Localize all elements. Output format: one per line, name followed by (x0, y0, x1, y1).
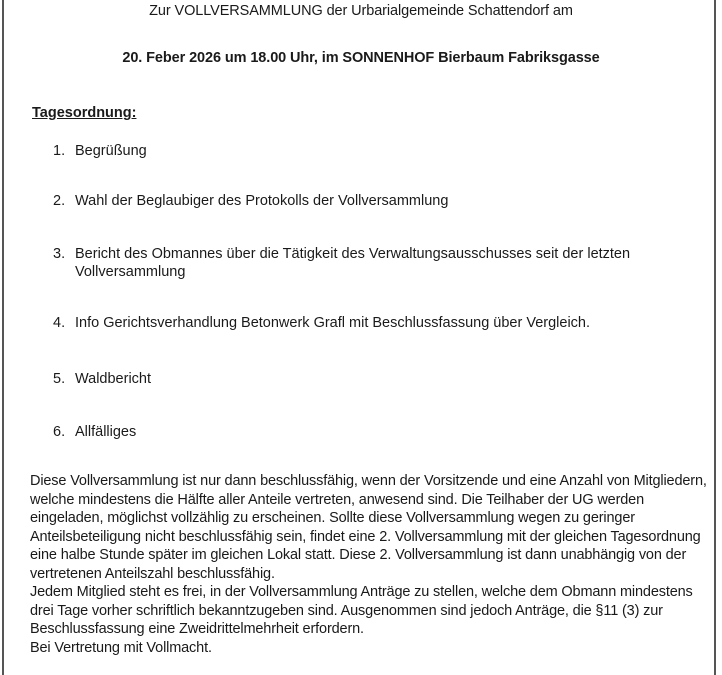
agenda-item-number: 2. (53, 193, 66, 209)
agenda-item (53, 192, 685, 210)
meeting-date-location: 20. Feber 2026 um 18.00 Uhr, im SONNENHOF Bierbaum Fabriksgasse (122, 50, 600, 66)
agenda-item-number: 4. (53, 315, 66, 331)
agenda-item-text: Info Gerichtsverhandlung Betonwerk Grafl mit Beschlussfassung über Vergleich. (75, 315, 591, 331)
agenda-item (53, 245, 675, 281)
agenda-item-number: 5. (53, 371, 66, 387)
agenda-item-text: Wahl der Beglaubiger des Protokolls der Vollversammlung (75, 193, 449, 209)
agenda-item (53, 370, 685, 388)
notice-section (30, 472, 710, 657)
invitation-intro: Zur VOLLVERSAMMLUNG der Urbarialgemeinde Schattendorf am (149, 3, 573, 19)
agenda-item-text: Bericht des Obmannes über die Tätigkeit des Verwaltungsausschusses seit der letzten Vollversammlung (75, 246, 631, 280)
agenda-item-number: 1. (53, 143, 66, 159)
agenda-item-text: Allfälliges (75, 424, 137, 440)
proxy-paragraph: Bei Vertretung mit Vollmacht. (30, 639, 212, 656)
agenda-item (53, 314, 685, 332)
agenda-heading: Tagesordnung: (32, 105, 137, 121)
agenda-item-text: Waldbericht (75, 371, 152, 387)
quorum-paragraph: Diese Vollversammlung ist nur dann beschlussfähig, wenn der Vorsitzende und eine Anzahl von Mitgliedern, welche mindestens die Hälfte aller Anteile vertreten, anwesend sind. Die Teilhaber der UG werden eingeladen, möglichst vollzählig zu erscheinen. Sollte diese Vollversammlung wegen zu geringer Anteilsbeteiligung nicht beschlussfähig sein, findet eine 2. Vollversammlung mit der gleichen Tagesordnung eine halbe Stunde später im gleichen Lokal statt. Diese 2. Vollversammlung ist dann unabhängig von der vertretenen Anteilszahl beschlussfähig. (30, 473, 707, 582)
motions-paragraph: Jedem Mitglied steht es frei, in der Vollversammlung Anträge zu stellen, welche dem Obmann mindestens drei Tage vorher schriftlich bekanntzugeben sind. Ausgenommen sind jedoch Anträge, die §11 (3) zur Beschlussfassung eine Zweidrittelmehrheit erfordern. (30, 584, 693, 637)
agenda-item (53, 423, 685, 441)
agenda-item-number: 6. (53, 424, 66, 440)
agenda-item (53, 142, 685, 160)
agenda-item-number: 3. (53, 246, 66, 262)
agenda-item-text: Begrüßung (75, 143, 147, 159)
